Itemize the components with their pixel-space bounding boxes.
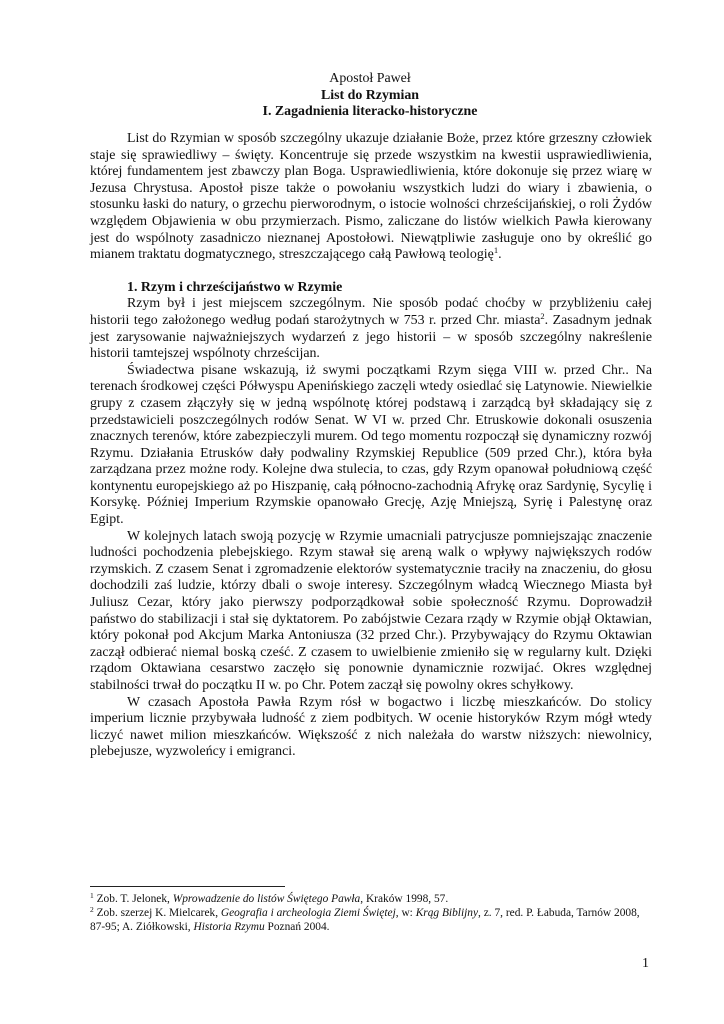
paragraph-1-text-a: Rzym był i jest miejscem szczególnym. Nie sposób podać choćby w przybliżeniu całej historii tego założonego według podań starożytnych w 753 r. przed Chr. miasta — [90, 296, 652, 328]
footnote-2-series-title: Krąg Biblijny — [415, 906, 479, 919]
document-body — [90, 131, 652, 761]
document-title: List do Rzymian — [320, 87, 419, 103]
chapter-title: I. Zagadnienia literacko-historyczne — [262, 104, 478, 119]
document-header — [90, 71, 650, 121]
footnote-1-book-title: Wprowadzenie do listów Świętego Pawła — [172, 893, 361, 905]
footnote-1-number: 1 — [90, 891, 94, 900]
footnote-2-text-b: , w: — [395, 906, 416, 919]
footnote-2-text-c: , z. 7, red. P. Łabuda, Tarnów 2008, 87-95; A. Ziółkowski, — [90, 906, 640, 933]
paragraph-4: W czasach Apostoła Pawła Rzym rósł w bogactwo i liczbę mieszkańców. Do stolicy imperium licznie przybywała ludność z ziem podbitych. W ocenie historyków Rzym mógł wtedy liczyć nawet milion mieszkańców. Większość z nich należała do warstw niższych: niewolnicy, plebejusze, wyzwoleńcy i emigranci. — [90, 694, 652, 760]
footnote-1-text-b: , Kraków 1998, 57. — [360, 893, 449, 905]
footnote-2-book-title: Geografia i archeologia Ziemi Świętej — [220, 906, 396, 919]
footnote-ref-2[interactable]: 2 — [540, 310, 545, 321]
footnote-1 — [90, 893, 652, 907]
footnotes — [90, 893, 652, 934]
footnote-2-text-a: Zob. szerzej K. Mielcarek, — [93, 906, 221, 919]
paragraph-2: Świadectwa pisane wskazują, iż swymi początkami Rzym sięga VIII w. przed Chr.. Na terenach środkowej części Półwyspu Apenińskiego zaczęli wtedy osiedlać się Latynowie. Niewielkie grupy z czasem złączyły się w jedną wspólnotę której podstawą i zarządcą był składający się z przedstawicieli poszczególnych rodów Senat. W VI w. przed Chr. Etruskowie dokonali osuszenia znacznych terenów, które zabezpieczyli murem. Od tego momentu rozpoczął się dynamiczny rozwój Rzymu. Działania Etrusków dały podwaliny Rzymskiej Republice (509 przed Chr.), która była zarządzana przez możne rody. Kolejne dwa stulecia, to czas, gdy Rzym opanował południową część kontynentu europejskiego aż po Hiszpanię, całą północno-zachodnią Afrykę oraz Sardynię, Sycylię i Korsykę. Później Imperium Rzymskie opanowało Grecję, Azję Mniejszą, Syrię i Palestynę oraz Egipt. — [90, 362, 653, 528]
footnote-2-text-d: Poznań 2004. — [264, 920, 330, 933]
footnote-2-number: 2 — [90, 904, 94, 914]
page-number: 1 — [642, 956, 649, 971]
paragraph-3: W kolejnych latach swoją pozycję w Rzymie umacniali patrycjusze pomniejszając znaczenie ludności pochodzenia plebejskiego. Rzym stawał się areną walk o wpływy największych rodów rzymskich. Z czasem Senat i zgromadzenie elektorów systematycznie traciły na znaczeniu, do głosu dochodzili zaś ludzie, którzy dbali o swoje interesy. Szczególnym władcą Wiecznego Miasta był Juliusz Cezar, który jako pierwszy podporządkował sobie społeczność Rzymu. Doprowadził państwo do stabilizacji i stał się dyktatorem. Po zabójstwie Cezara rządy w Rzymie objął Oktawian, który pokonał pod Akcjum Marka Antoniusza (32 przed Chr.). Przybywający do Rzymu Oktawian zaczął odbierać niemal boską cześć. Z czasem to uwielbienie zmieniło się w regularny kult. Dzięki rządom Oktawiana cesarstwo zaczęło się ponownie dynamicznie rozwijać. Okres względnej stabilności trwał do początku II w. po Chr. Potem zaczął się powolny okres schyłkowy. — [90, 528, 652, 693]
footnote-2-book-title-2: Historia Rzymu — [193, 920, 265, 933]
paragraph-1 — [90, 296, 652, 362]
footnote-1-text-a: Zob. T. Jelonek, — [93, 893, 173, 905]
intro-end: . — [498, 247, 502, 263]
paragraph-1-text-b: . Zasadnym jednak jest zarysowanie najważniejszych wydarzeń z jego historii – w sposób szczególny nakreślenie historii tamtejszej wspólnoty chrześcijan. — [90, 312, 652, 362]
footnote-separator — [90, 886, 285, 887]
intro-text: List do Rzymian w sposób szczególny ukazuje działanie Boże, przez które grzeszny człowiek staje się sprawiedliwy – święty. Koncentruje się przede wszystkim na kwestii usprawiedliwienia, której fundamentem jest zbawczy plan Boga. Usprawiedliwienia, które dokonuje się przez wiarę w Jezusa Chrystusa. Apostoł pisze także o powołaniu wszystkich ludzi do wiary i zbawienia, o stosunku łaski do natury, o grzechu pierworodnym, o istocie wolności chrześcijańskiej, o roli Żydów względem Objawienia w obu przymierzach. Pismo, zaliczane do listów wielkich Pawła kierowany jest do wspólnoty zasadniczo nieznanej Apostołowi. Niewątpliwie zasługuje ono by określić go mianem traktatu dogmatycznego, streszczającego całą Pawłową teologię — [90, 131, 652, 263]
author-line: Apostoł Paweł — [329, 71, 411, 86]
section-heading: 1. Rzym i chrześcijaństwo w Rzymie — [127, 279, 343, 295]
footnote-ref-1[interactable]: 1 — [493, 245, 499, 256]
footnote-2 — [90, 904, 652, 935]
intro-paragraph — [90, 131, 652, 264]
